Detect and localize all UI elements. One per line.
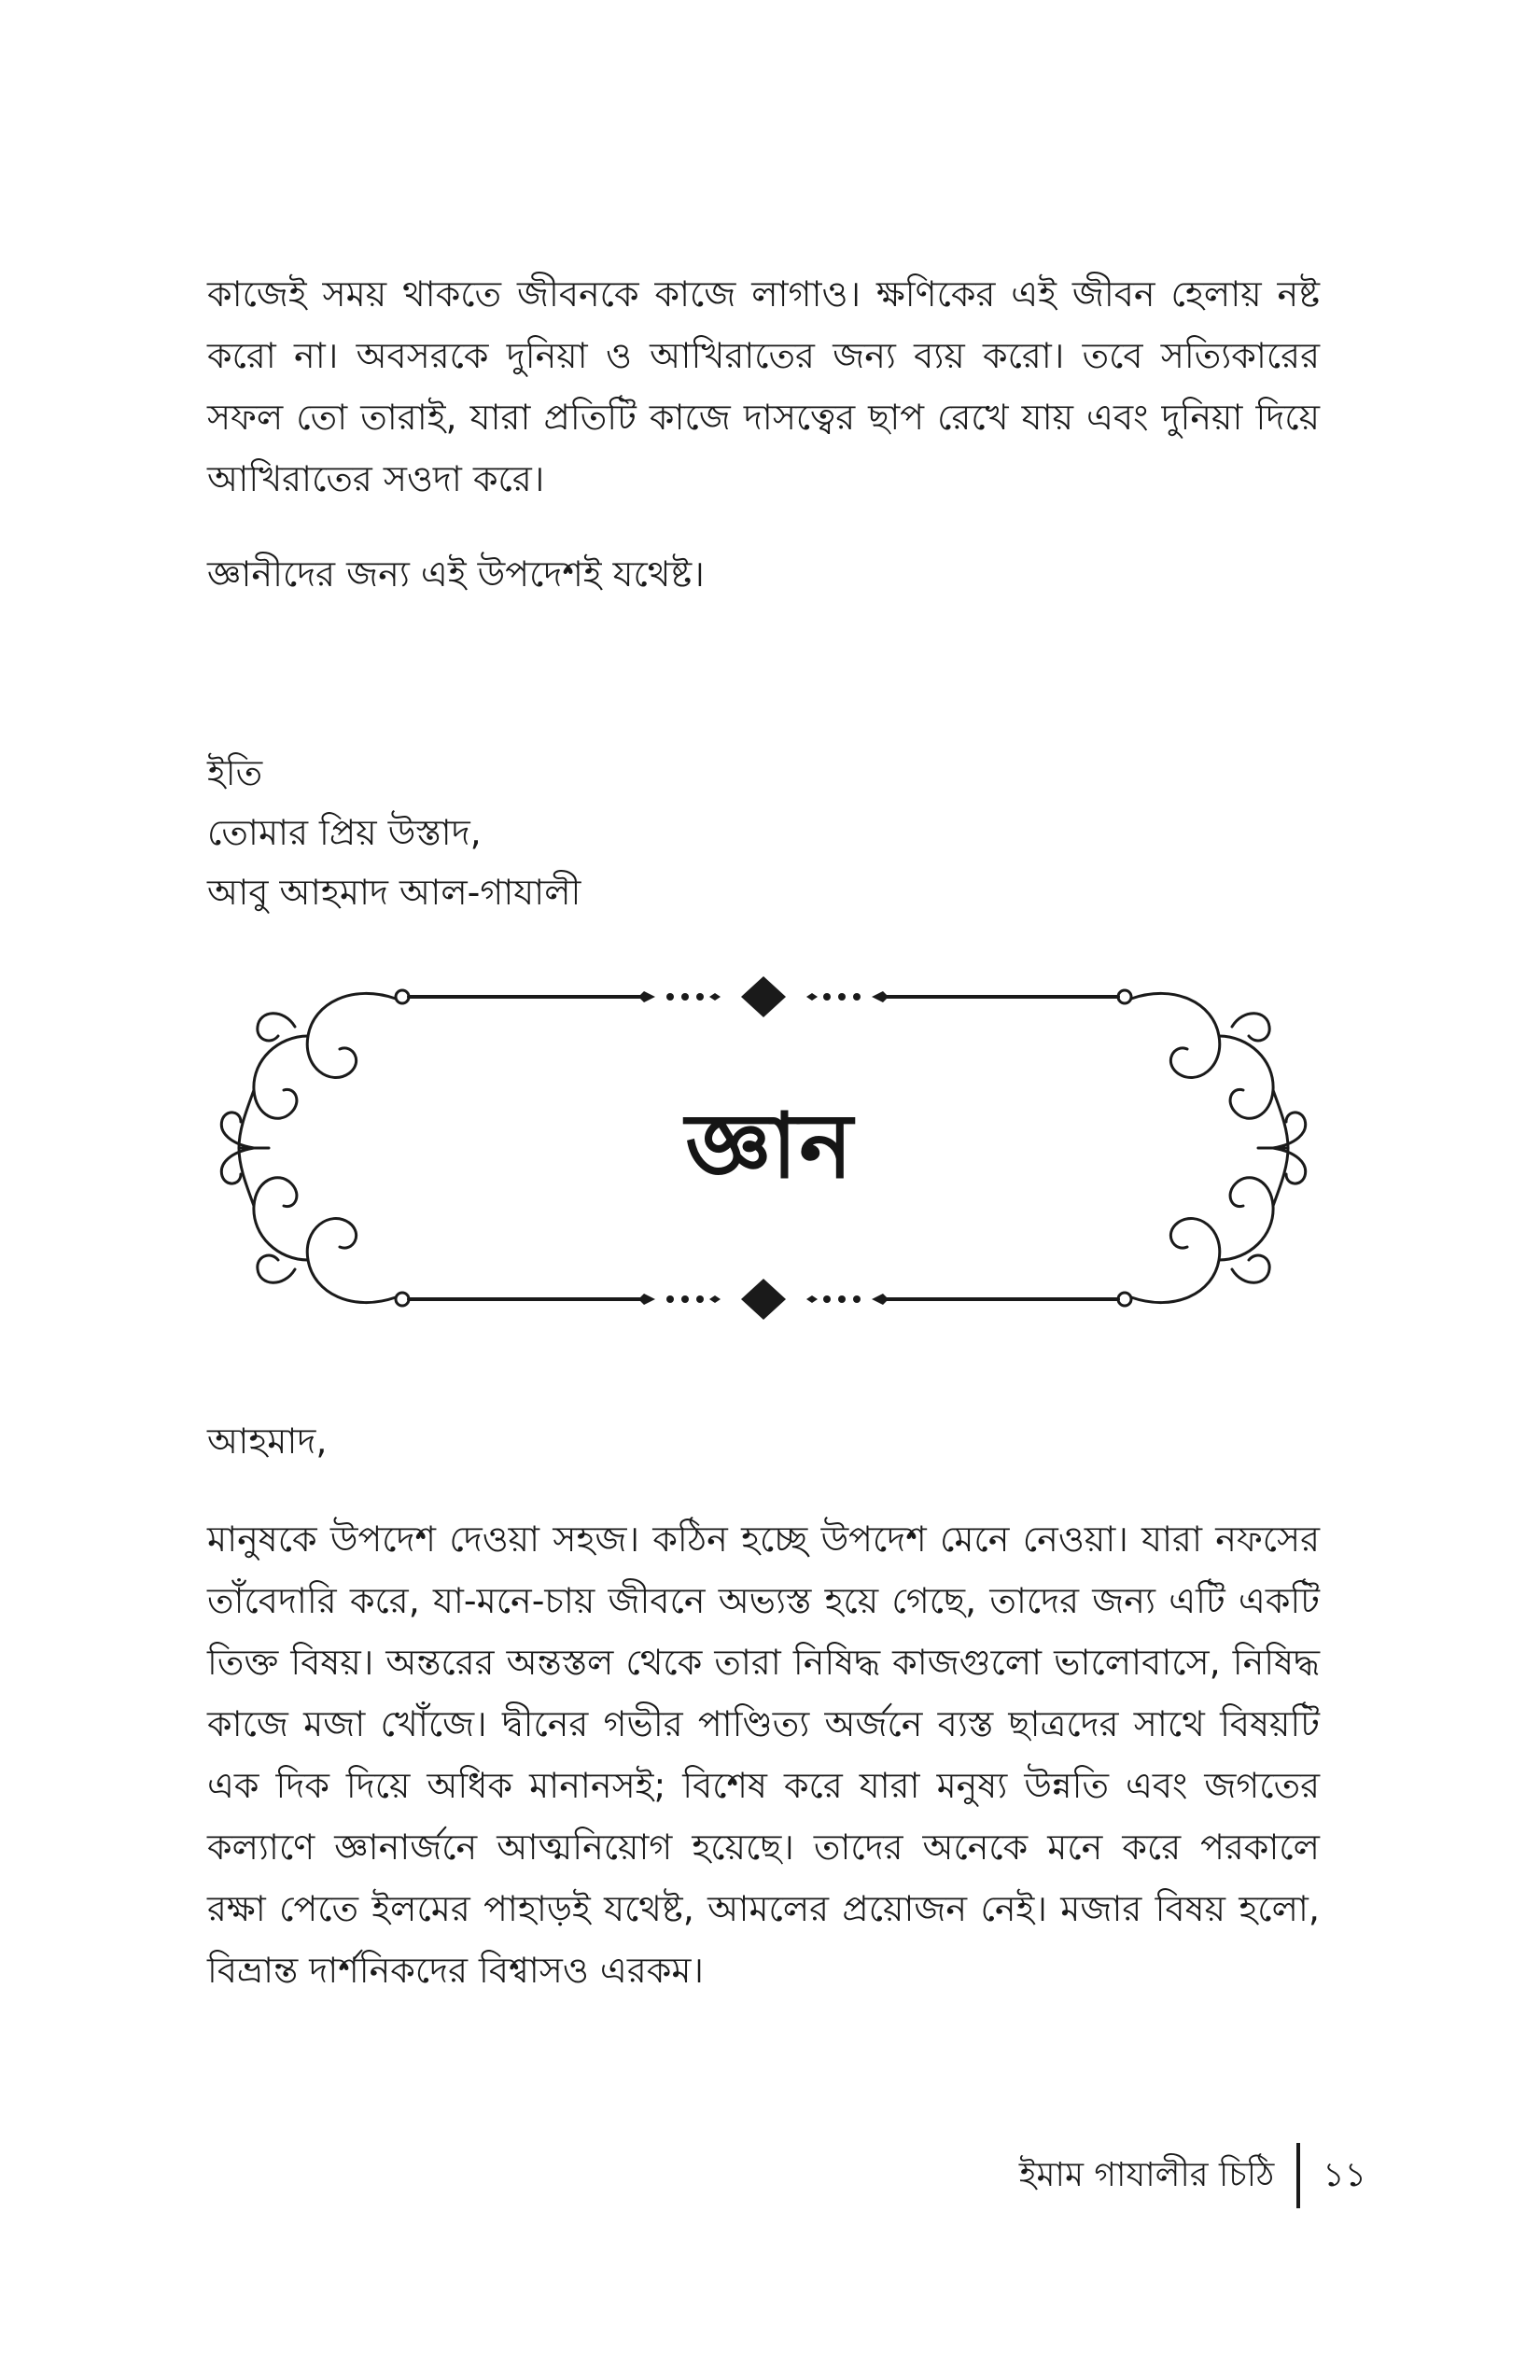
page-footer [1019, 2143, 1366, 2208]
section-title: জ্ঞান [685, 1093, 855, 1198]
salutation: আহমাদ, [207, 1421, 328, 1462]
letter-closing [207, 743, 581, 922]
body-paragraph-1: কাজেই সময় থাকতে জীবনকে কাজে লাগাও। ক্ষণিকের এই জীবন হেলায় নষ্ট করো না। অবসরকে দুনিয়া ও আখিরাতের জন্য ব্যয় করো। তবে সত্যিকারের সফল তো তারাই, যারা প্রতিটি কাজে দাসত্বের ছাপ রেখে যায় এবং দুনিয়া দিয়ে আখিরাতের সওদা করে। [207, 273, 1320, 499]
running-book-title: ইমাম গাযালীর চিঠি [1018, 2156, 1275, 2194]
body-paragraph-2: জ্ঞানীদের জন্য এই উপদেশই যথেষ্ট। [207, 553, 705, 595]
page-number: ১১ [1323, 2156, 1366, 2194]
body-paragraph-3: মানুষকে উপদেশ দেওয়া সহজ। কঠিন হচ্ছে উপদেশ মেনে নেওয়া। যারা নফসের তাঁবেদারি করে, যা-মনে-চায় জীবনে অভ্যস্ত হয়ে গেছে, তাদের জন্য এটি একটি তিক্ত বিষয়। অন্তরের অন্তস্তল থেকে তারা নিষিদ্ধ কাজগুলো ভালোবাসে, নিষিদ্ধ কাজে মজা খোঁজে। দ্বীনের গভীর পাণ্ডিত্য অর্জনে ব্যস্ত ছাত্রদের সাথে বিষয়টি এক দিক দিয়ে অধিক মানানসই; বিশেষ করে যারা মনুষ্য উন্নতি এবং জগতের কল্যাণে জ্ঞানার্জনে আত্মনিয়োগ হয়েছে। তাদের অনেকে মনে করে পরকালে রক্ষা পেতে ইলমের পাহাড়ই যথেষ্ট, আমলের প্রয়োজন নেই। মজার বিষয় হলো, বিভ্রান্ত দার্শনিকদের বিশ্বাসও এরকম। [207, 1519, 1320, 1991]
closing-relation: তোমার প্রিয় উস্তাদ, [207, 812, 482, 853]
closing-word: ইতি [207, 752, 263, 793]
closing-signature: আবু আহমাদ আল-গাযালী [207, 872, 581, 913]
